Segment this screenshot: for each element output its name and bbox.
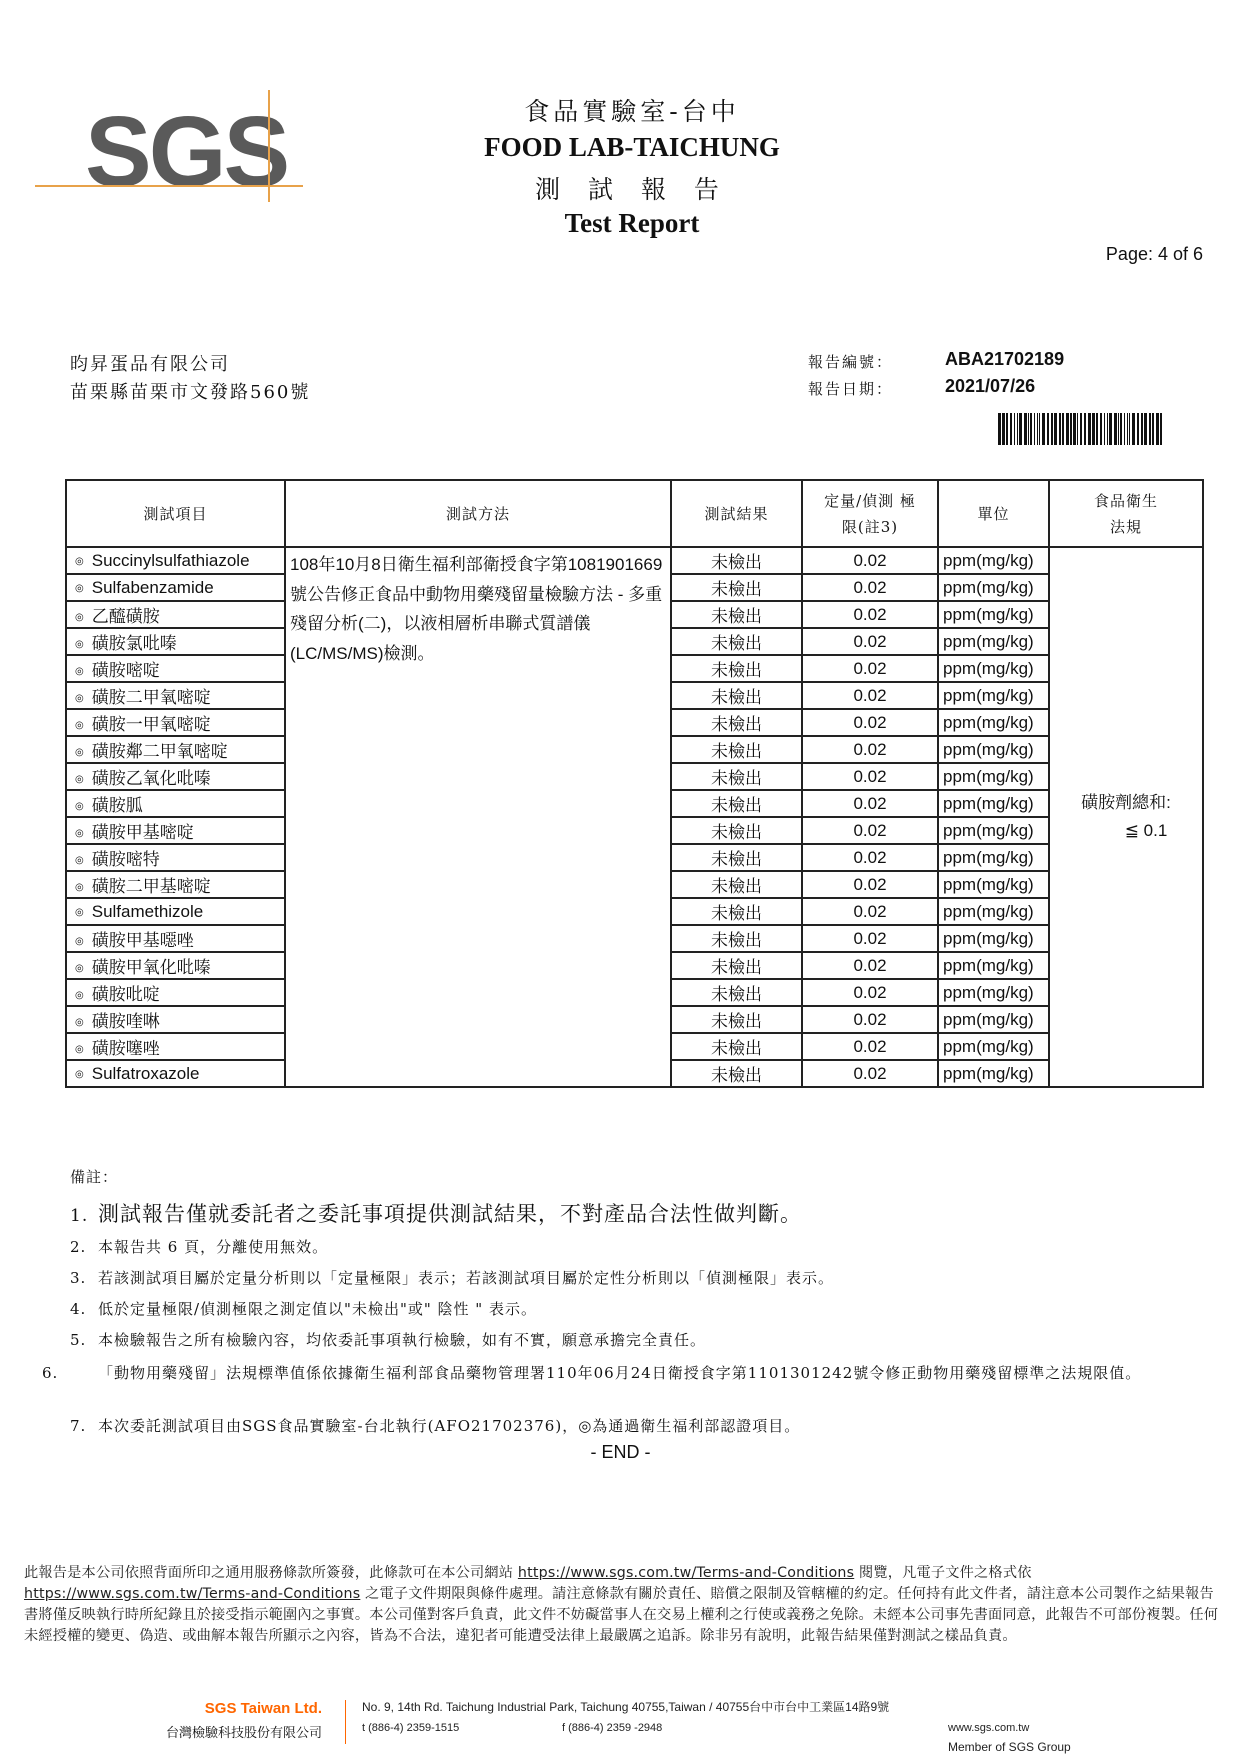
regulation-value: ≦ 0.1 <box>1124 821 1168 840</box>
result-cell: 未檢出 <box>671 574 802 601</box>
barcode-bar <box>1124 413 1125 445</box>
unit-cell: ppm(mg/kg) <box>938 1033 1049 1060</box>
barcode-bar <box>1042 413 1045 445</box>
limit-cell: 0.02 <box>802 898 938 925</box>
result-cell: 未檢出 <box>671 628 802 655</box>
accredited-mark-icon: ◎ <box>75 855 84 866</box>
barcode-bar <box>1073 413 1076 445</box>
limit-cell: 0.02 <box>802 1006 938 1033</box>
result-cell: 未檢出 <box>671 979 802 1006</box>
note-number: 4. <box>70 1300 87 1318</box>
note-text: 若該測試項目屬於定量分析則以「定量極限」表示；若該測試項目屬於定性分析則以「偵測極限」表示。 <box>98 1269 835 1287</box>
result-cell: 未檢出 <box>671 682 802 709</box>
barcode-bar <box>1010 413 1012 445</box>
result-cell: 未檢出 <box>671 817 802 844</box>
item-cell <box>66 547 285 574</box>
footer-fax: f (886-4) 2359 -2948 <box>562 1722 663 1734</box>
barcode-bar <box>1024 413 1027 445</box>
barcode-bar <box>1127 413 1128 445</box>
item-cell <box>66 898 285 925</box>
unit-cell: ppm(mg/kg) <box>938 736 1049 763</box>
accredited-mark-icon: ◎ <box>75 720 84 731</box>
disclaimer-part-2: 閱覽，凡電子文件之格式依 <box>854 1565 1032 1581</box>
result-cell: 未檢出 <box>671 925 802 952</box>
item-cell <box>66 790 285 817</box>
item-name: 磺胺嘧啶 <box>91 661 160 680</box>
limit-cell: 0.02 <box>802 628 938 655</box>
barcode-bar <box>1088 413 1091 445</box>
barcode-bar <box>1062 413 1064 445</box>
accredited-mark-icon: ◎ <box>75 963 84 974</box>
regulation-cell <box>1049 547 1203 1087</box>
unit-cell: ppm(mg/kg) <box>938 1006 1049 1033</box>
item-cell <box>66 574 285 601</box>
note-number: 2. <box>70 1238 87 1256</box>
barcode-bar <box>1066 413 1069 445</box>
result-cell: 未檢出 <box>671 709 802 736</box>
note-item <box>70 1236 328 1257</box>
barcode-bar <box>1096 413 1098 445</box>
svg-text:SGS: SGS <box>85 96 288 208</box>
header-unit: 單位 <box>938 480 1049 547</box>
accredited-mark-icon: ◎ <box>75 1068 84 1080</box>
limit-cell: 0.02 <box>802 952 938 979</box>
item-name: Sulfatroxazole <box>91 1063 200 1083</box>
barcode-bar <box>1084 413 1086 445</box>
result-cell: 未檢出 <box>671 601 802 628</box>
accredited-mark-icon: ◎ <box>75 936 84 947</box>
footer-company <box>122 1700 322 1741</box>
item-name: 磺胺吡啶 <box>91 985 160 1004</box>
company-name-zh: 台灣檢驗科技股份有限公司 <box>165 1726 322 1741</box>
item-name: 磺胺甲基噁唑 <box>91 931 194 950</box>
note-text: 本檢驗報告之所有檢驗內容，均依委託事項執行檢驗，如有不實，願意承擔完全責任。 <box>98 1331 707 1349</box>
item-name: 磺胺鄰二甲氧嘧啶 <box>91 742 228 761</box>
note-item <box>70 1267 834 1288</box>
report-title-zh: 測 試 報 告 <box>535 175 729 204</box>
accredited-mark-icon: ◎ <box>75 990 84 1001</box>
result-cell: 未檢出 <box>671 1060 802 1087</box>
barcode-bar <box>1002 413 1005 445</box>
result-cell: 未檢出 <box>671 655 802 682</box>
item-name: 磺胺噻唑 <box>91 1039 160 1058</box>
accredited-mark-icon: ◎ <box>75 828 84 839</box>
note-text: 本次委託測試項目由SGS食品實驗室-台北執行(AFO21702376)，◎為通過衛生福利部認證項目。 <box>98 1417 801 1435</box>
report-number: ABA21702189 <box>945 349 1065 369</box>
note-item <box>70 1298 537 1319</box>
accredited-mark-icon: ◎ <box>75 612 84 623</box>
barcode-bar <box>1006 413 1008 445</box>
result-cell: 未檢出 <box>671 898 802 925</box>
accredited-mark-icon: ◎ <box>75 1017 84 1028</box>
limit-cell: 0.02 <box>802 979 938 1006</box>
note-number: 3. <box>70 1269 87 1287</box>
note-text: 測試報告僅就委託者之委託事項提供測試結果，不對產品合法性做判斷。 <box>98 1202 802 1226</box>
footer-address: No. 9, 14th Rd. Taichung Industrial Park, Taichung 40755,Taiwan / 40755台中市台中工業區14路9號 <box>362 1700 890 1714</box>
limit-cell: 0.02 <box>802 1033 938 1060</box>
report-date-label: 報告日期： <box>808 380 894 398</box>
barcode-bar <box>1014 413 1015 445</box>
limit-cell: 0.02 <box>802 844 938 871</box>
limit-cell: 0.02 <box>802 817 938 844</box>
note-text: 本報告共 6 頁，分離使用無效。 <box>98 1238 329 1256</box>
accredited-mark-icon: ◎ <box>75 1044 84 1055</box>
barcode-bar <box>1039 413 1040 445</box>
item-cell <box>66 817 285 844</box>
note-text: 「動物用藥殘留」法規標準值係依據衛生福利部食品藥物管理署110年06月24日衛授食字第1101301242號令修正動物用藥殘留標準之法規限值。 <box>98 1364 1142 1382</box>
barcode-bar <box>1132 413 1135 445</box>
barcode-bar <box>1080 413 1082 445</box>
item-cell <box>66 1060 285 1087</box>
accredited-mark-icon: ◎ <box>75 882 84 893</box>
disclaimer-part-1: 此報告是本公司依照背面所印之通用服務條款所簽發，此條款可在本公司網站 <box>24 1565 518 1581</box>
page-number: Page: 4 of 6 <box>1105 244 1203 264</box>
barcode-bar <box>1120 413 1122 445</box>
barcode-bar <box>1137 413 1139 445</box>
regulation-text: 磺胺劑總和: <box>1081 793 1171 812</box>
header-limit <box>802 480 938 547</box>
item-name: 磺胺一甲氧嘧啶 <box>91 715 211 734</box>
item-name: 磺胺甲氧化吡嗪 <box>91 958 211 977</box>
limit-cell: 0.02 <box>802 547 938 574</box>
accredited-mark-icon: ◎ <box>75 774 84 785</box>
barcode-bar <box>1028 413 1029 445</box>
limit-cell: 0.02 <box>802 682 938 709</box>
unit-cell: ppm(mg/kg) <box>938 952 1049 979</box>
sgs-logo <box>35 90 315 210</box>
barcode <box>998 413 1164 445</box>
unit-cell: ppm(mg/kg) <box>938 790 1049 817</box>
item-cell <box>66 682 285 709</box>
item-name: 磺胺二甲基嘧啶 <box>91 877 211 896</box>
item-name: 磺胺二甲氧嘧啶 <box>91 688 211 707</box>
note-item <box>70 1329 706 1350</box>
barcode-bar <box>1107 413 1108 445</box>
barcode-bar <box>1114 413 1117 445</box>
result-cell: 未檢出 <box>671 844 802 871</box>
note-item <box>70 1415 800 1436</box>
limit-cell: 0.02 <box>802 925 938 952</box>
item-cell <box>66 979 285 1006</box>
header-regulation-text: 食品衛生 法規 <box>1093 491 1158 536</box>
item-name: 乙醯磺胺 <box>91 607 160 626</box>
item-name: Sulfamethizole <box>91 901 204 921</box>
barcode-bar <box>1109 413 1112 445</box>
barcode-bar <box>1019 413 1022 445</box>
unit-cell: ppm(mg/kg) <box>938 547 1049 574</box>
client-address: 苗栗縣苗栗市文發路560號 <box>70 382 311 403</box>
header-method: 測試方法 <box>285 480 671 547</box>
accredited-mark-icon: ◎ <box>75 639 84 650</box>
limit-cell: 0.02 <box>802 655 938 682</box>
accredited-mark-icon: ◎ <box>75 693 84 704</box>
item-name: 磺胺喹啉 <box>91 1012 160 1031</box>
unit-cell: ppm(mg/kg) <box>938 1060 1049 1087</box>
barcode-bar <box>1152 413 1154 445</box>
client-name: 昀昇蛋品有限公司 <box>70 354 230 375</box>
barcode-bar <box>1059 413 1061 445</box>
accredited-mark-icon: ◎ <box>75 747 84 758</box>
item-cell <box>66 601 285 628</box>
barcode-bar <box>1156 413 1159 445</box>
note-text: 低於定量極限/偵測極限之測定值以"未檢出"或" 陰性 " 表示。 <box>98 1300 537 1318</box>
item-name: 磺胺氯吡嗪 <box>91 634 177 653</box>
barcode-bar <box>1047 413 1049 445</box>
company-name-en: SGS Taiwan Ltd. <box>204 1700 322 1717</box>
barcode-bar <box>1070 413 1072 445</box>
footer-divider <box>345 1700 346 1744</box>
barcode-bar <box>1100 413 1102 445</box>
barcode-bar <box>1077 413 1078 445</box>
header-limit-text: 定量/偵測 極限(註3) <box>824 491 916 536</box>
limit-cell: 0.02 <box>802 763 938 790</box>
note-item <box>70 1198 802 1228</box>
limit-cell: 0.02 <box>802 709 938 736</box>
barcode-bar <box>1051 413 1053 445</box>
barcode-bar <box>1017 413 1018 445</box>
item-cell <box>66 871 285 898</box>
unit-cell: ppm(mg/kg) <box>938 601 1049 628</box>
barcode-bar <box>1118 413 1119 445</box>
table-header-row <box>66 480 1203 547</box>
disclaimer-part-3: 之電子文件期限與條件處理。請注意條款有關於責任、賠償之限制及管轄權的約定。任何持有此文件者，請注意本公司製作之結果報告書將僅反映執行時所紀錄且於接受指示範圍內之事實。本公司僅對客戶負責，此文件不妨礙當事人在交易上權利之行使或義務之免除。未經本公司事先書面同意，此報告不可部份複製。任何未經授權的變更、偽造、或曲解本報告所顯示之內容，皆為不合法，違犯者可能遭受法律上最嚴厲之追訴。除非另有說明，此報告結果僅對測試之樣品負責。 <box>24 1586 1219 1644</box>
note-number: 6. <box>42 1364 59 1382</box>
accredited-mark-icon: ◎ <box>75 906 84 918</box>
barcode-bar <box>1037 413 1038 445</box>
unit-cell: ppm(mg/kg) <box>938 898 1049 925</box>
unit-cell: ppm(mg/kg) <box>938 628 1049 655</box>
footer-website[interactable]: www.sgs.com.tw <box>948 1722 1030 1734</box>
barcode-bar <box>1030 413 1032 445</box>
note-item <box>42 1360 1180 1386</box>
item-cell <box>66 628 285 655</box>
barcode-bar <box>1092 413 1095 445</box>
lab-name-zh: 食品實驗室-台中 <box>524 97 740 126</box>
result-cell: 未檢出 <box>671 871 802 898</box>
limit-cell: 0.02 <box>802 601 938 628</box>
disclaimer <box>24 1563 1219 1647</box>
results-table <box>65 479 1204 1088</box>
item-cell <box>66 655 285 682</box>
barcode-bar <box>998 413 1001 445</box>
result-cell: 未檢出 <box>671 1033 802 1060</box>
method-cell: 108年10月8日衛生福利部衛授食字第1081901669號公告修正食品中動物用藥殘留量檢驗方法 - 多重殘留分析(二)，以液相層析串聯式質譜儀(LC/MS/MS)檢測。 <box>285 547 671 1087</box>
item-name: Sulfabenzamide <box>91 577 214 597</box>
end-marker: - END - <box>590 1442 651 1462</box>
item-cell <box>66 844 285 871</box>
barcode-bar <box>1160 413 1162 445</box>
limit-cell: 0.02 <box>802 1060 938 1087</box>
unit-cell: ppm(mg/kg) <box>938 979 1049 1006</box>
barcode-bar <box>1034 413 1035 445</box>
unit-cell: ppm(mg/kg) <box>938 709 1049 736</box>
note-number: 7. <box>70 1417 87 1435</box>
unit-cell: ppm(mg/kg) <box>938 844 1049 871</box>
accredited-mark-icon: ◎ <box>75 582 84 594</box>
item-cell <box>66 736 285 763</box>
result-cell: 未檢出 <box>671 736 802 763</box>
unit-cell: ppm(mg/kg) <box>938 817 1049 844</box>
item-cell <box>66 925 285 952</box>
item-cell <box>66 709 285 736</box>
terms-link-1[interactable]: https://www.sgs.com.tw/Terms-and-Conditions <box>517 1565 855 1581</box>
footer-member: Member of SGS Group <box>948 1740 1071 1754</box>
result-cell: 未檢出 <box>671 790 802 817</box>
accredited-mark-icon: ◎ <box>75 666 84 677</box>
barcode-bar <box>1129 413 1130 445</box>
note-number: 5. <box>70 1331 87 1349</box>
result-cell: 未檢出 <box>671 763 802 790</box>
result-cell: 未檢出 <box>671 547 802 574</box>
report-title-en: Test Report <box>564 208 700 238</box>
unit-cell: ppm(mg/kg) <box>938 871 1049 898</box>
barcode-bar <box>1054 413 1057 445</box>
unit-cell: ppm(mg/kg) <box>938 925 1049 952</box>
unit-cell: ppm(mg/kg) <box>938 574 1049 601</box>
note-number: 1. <box>70 1206 89 1226</box>
barcode-bar <box>1149 413 1151 445</box>
header-result: 測試結果 <box>671 480 802 547</box>
result-cell: 未檢出 <box>671 952 802 979</box>
header-regulation <box>1049 480 1203 547</box>
item-name: 磺胺乙氧化吡嗪 <box>91 769 211 788</box>
accredited-mark-icon: ◎ <box>75 555 84 567</box>
accredited-mark-icon: ◎ <box>75 801 84 812</box>
unit-cell: ppm(mg/kg) <box>938 682 1049 709</box>
result-cell: 未檢出 <box>671 1006 802 1033</box>
item-cell <box>66 952 285 979</box>
limit-cell: 0.02 <box>802 574 938 601</box>
barcode-bar <box>1144 413 1147 445</box>
unit-cell: ppm(mg/kg) <box>938 655 1049 682</box>
barcode-bar <box>1104 413 1105 445</box>
item-cell <box>66 1006 285 1033</box>
footer-tel: t (886-4) 2359-1515 <box>362 1722 460 1734</box>
item-cell <box>66 1033 285 1060</box>
report-date: 2021/07/26 <box>945 376 1036 396</box>
lab-name-en: FOOD LAB-TAICHUNG <box>484 132 780 162</box>
header-item: 測試項目 <box>66 480 285 547</box>
limit-cell: 0.02 <box>802 736 938 763</box>
unit-cell: ppm(mg/kg) <box>938 763 1049 790</box>
terms-link-2[interactable]: https://www.sgs.com.tw/Terms-and-Conditions <box>24 1586 361 1602</box>
item-name: Succinylsulfathiazole <box>91 550 250 570</box>
item-name: 磺胺嘧特 <box>91 850 160 869</box>
limit-cell: 0.02 <box>802 790 938 817</box>
limit-cell: 0.02 <box>802 871 938 898</box>
table-row <box>66 547 1203 574</box>
barcode-bar <box>1141 413 1143 445</box>
item-name: 磺胺胍 <box>91 796 143 815</box>
notes-title: 備註： <box>70 1168 119 1186</box>
item-name: 磺胺甲基嘧啶 <box>91 823 194 842</box>
item-cell <box>66 763 285 790</box>
report-number-label: 報告編號： <box>808 353 894 371</box>
